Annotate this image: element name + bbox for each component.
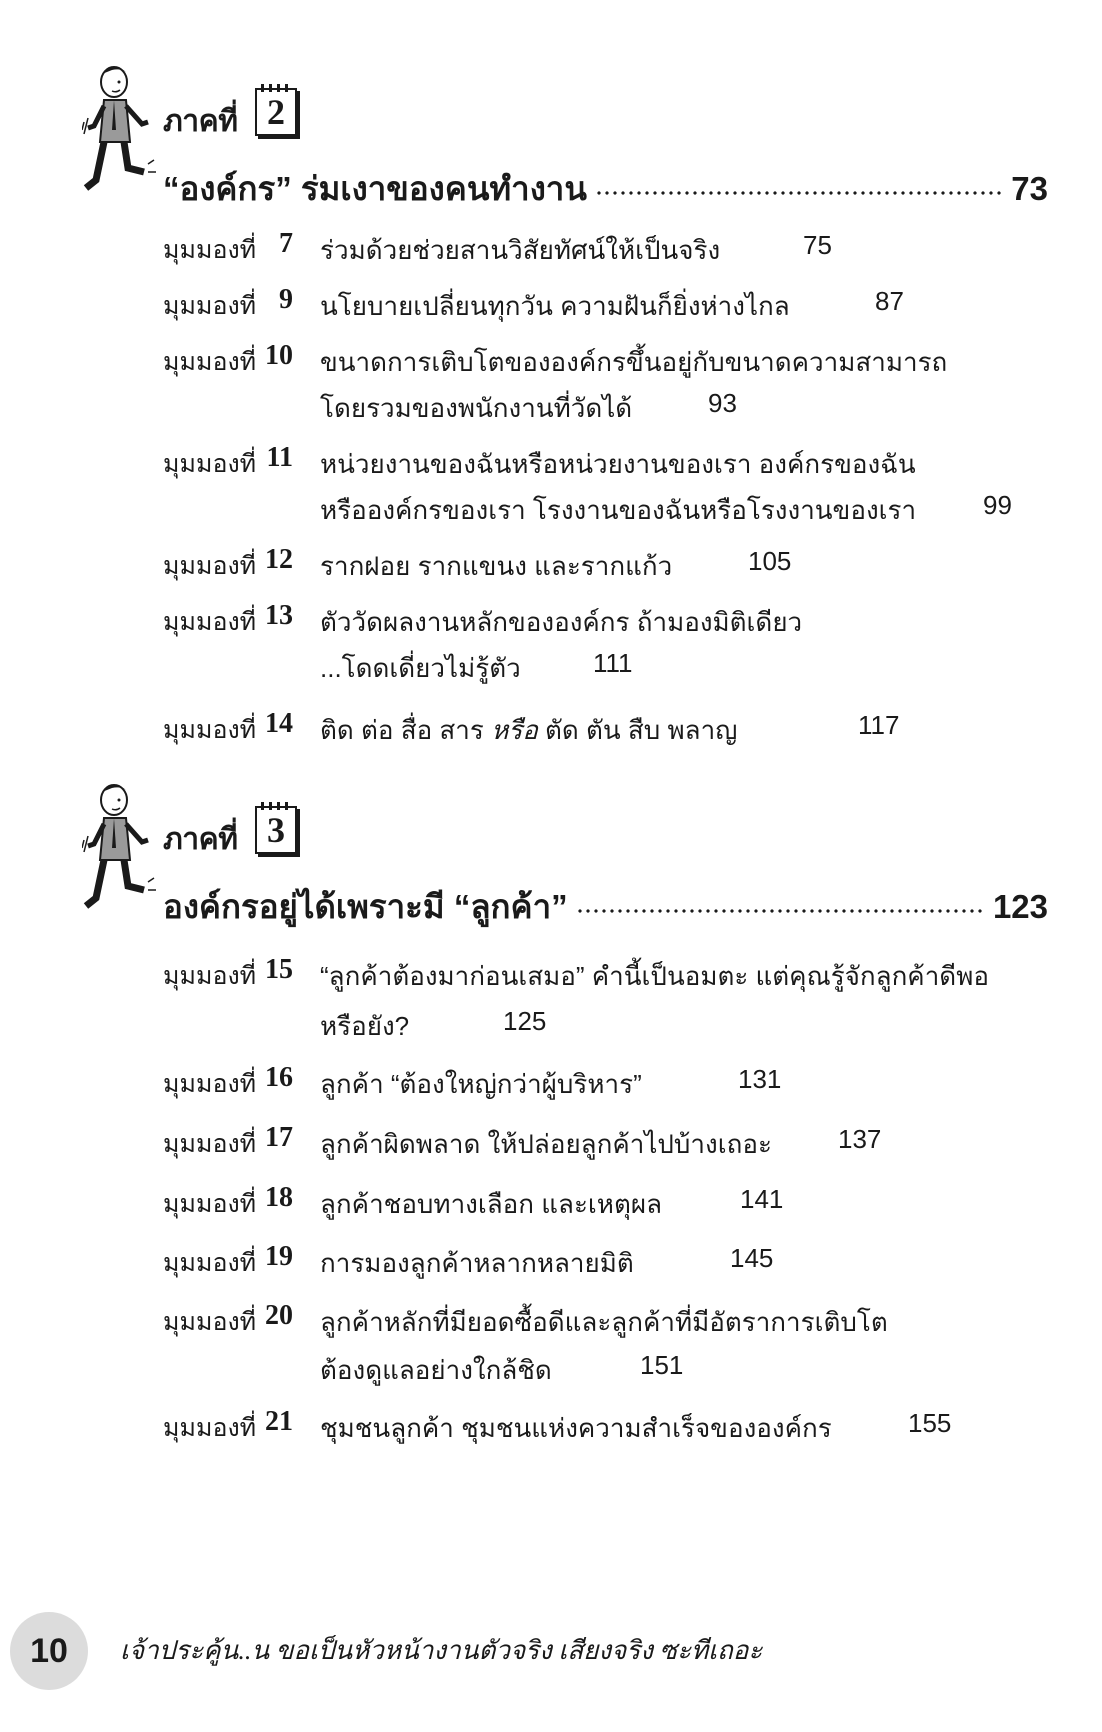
entry-title-part: ติด ต่อ สื่อ สาร — [320, 715, 484, 745]
part-3-number-box — [255, 806, 297, 854]
entry-title-line: การมองลูกค้าหลากหลายมิติ — [320, 1248, 634, 1278]
entry-title-line: “ลูกค้าต้องมาก่อนเสมอ” คำนี้เป็นอมตะ แต่คุณรู้จักลูกค้าดีพอ — [320, 961, 989, 991]
entry-label: มุมมองที่ — [163, 1249, 257, 1277]
entry-title-line: หรือองค์กรของเรา โรงงานของฉันหรือโรงงานของเรา — [320, 495, 917, 525]
entry-title-line: ลูกค้า “ต้องใหญ่กว่าผู้บริหาร” — [320, 1069, 642, 1099]
entry-label: มุมมองที่ — [163, 1190, 257, 1218]
entry-number: 11 — [266, 442, 293, 473]
part-3-label: ภาคที่ — [163, 823, 238, 856]
entry-label: มุมมองที่ — [163, 962, 257, 990]
entry-number: 20 — [265, 1300, 293, 1331]
entry-number: 9 — [279, 284, 293, 315]
entry-number: 10 — [265, 340, 293, 371]
entry-title-line: โดยรวมของพนักงานที่วัดได้ — [320, 393, 633, 423]
entry-page: 151 — [640, 1350, 684, 1380]
entry-page: 125 — [503, 1006, 547, 1036]
entry-title-italic: หรือ — [491, 715, 538, 745]
part-2-page: 73 — [1011, 170, 1048, 207]
entry-title-line: ...โดดเดี่ยวไม่รู้ตัว — [320, 653, 521, 683]
part-2-title: “องค์กร” ร่มเงาของคนทำงาน — [163, 170, 587, 207]
entry-page: 131 — [738, 1064, 782, 1094]
entry-number: 21 — [265, 1406, 293, 1437]
entry-title-line: ชุมชนลูกค้า ชุมชนแห่งความสำเร็จขององค์กร — [320, 1413, 832, 1443]
entry-label: มุมมองที่ — [163, 1308, 257, 1336]
entry-label: มุมมองที่ — [163, 608, 257, 636]
part-2-number-box — [255, 88, 297, 136]
entry-page: 155 — [908, 1408, 952, 1438]
entry-label: มุมมองที่ — [163, 552, 257, 580]
part-3-number: 3 — [267, 810, 285, 850]
entry-page: 105 — [748, 546, 792, 576]
entry-number: 19 — [265, 1241, 293, 1272]
leader-dots — [595, 190, 1003, 196]
entry-number: 16 — [265, 1062, 293, 1093]
entry-label: มุมมองที่ — [163, 1130, 257, 1158]
part-2-title-row[interactable] — [163, 162, 1048, 206]
entry-page: 87 — [875, 286, 904, 316]
entry-title-line: ลูกค้าผิดพลาด ให้ปล่อยลูกค้าไปบ้างเถอะ — [320, 1129, 772, 1159]
calendar-rings-icon — [261, 802, 291, 810]
part-2-number: 2 — [267, 92, 285, 132]
entry-page: 145 — [730, 1243, 774, 1273]
entry-label: มุมมองที่ — [163, 1070, 257, 1098]
entry-label: มุมมองที่ — [163, 1414, 257, 1442]
entry-title-line: รากฝอย รากแขนง และรากแก้ว — [320, 551, 673, 581]
businessman-illustration — [82, 778, 162, 928]
entry-page: 99 — [983, 490, 1012, 520]
entry-title-line — [320, 710, 737, 751]
entry-title-line: ต้องดูแลอย่างใกล้ชิด — [320, 1355, 552, 1385]
entry-page: 137 — [838, 1124, 882, 1154]
entry-title-line: หรือยัง? — [320, 1011, 410, 1041]
entry-number: 13 — [265, 600, 293, 631]
part-3-title-row[interactable] — [163, 880, 1048, 924]
entry-title-line: หน่วยงานของฉันหรือหน่วยงานของเรา องค์กรของฉัน — [320, 449, 916, 479]
entry-number: 18 — [265, 1182, 293, 1213]
entry-title-line: ลูกค้าชอบทางเลือก และเหตุผล — [320, 1189, 662, 1219]
entry-page: 117 — [858, 710, 900, 740]
entry-number: 15 — [265, 954, 293, 985]
entry-page: 75 — [803, 230, 832, 260]
entry-title-part: ตัด ตัน สืบ พลาญ — [545, 715, 738, 745]
running-footer-title: เจ้าประคู้น..น ขอเป็นหัวหน้างานตัวจริง เสียงจริง ซะทีเถอะ — [120, 1636, 763, 1665]
entry-label: มุมมองที่ — [163, 348, 257, 376]
part-3-page: 123 — [992, 888, 1048, 925]
entry-page: 111 — [593, 648, 633, 678]
part-3-title: องค์กรอยู่ได้เพราะมี “ลูกค้า” — [163, 888, 568, 925]
entry-title-line: ร่วมด้วยช่วยสานวิสัยทัศน์ให้เป็นจริง — [320, 235, 721, 265]
entry-number: 17 — [265, 1122, 293, 1153]
entry-label: มุมมองที่ — [163, 450, 257, 478]
entry-number: 12 — [265, 544, 293, 575]
entry-title-line: ขนาดการเติบโตขององค์กรขึ้นอยู่กับขนาดความสามารถ — [320, 347, 948, 377]
leader-dots — [576, 908, 985, 914]
entry-label: มุมมองที่ — [163, 716, 257, 744]
entry-title-line: ตัววัดผลงานหลักขององค์กร ถ้ามองมิติเดียว — [320, 607, 803, 637]
entry-label: มุมมองที่ — [163, 292, 257, 320]
entry-title-line: นโยบายเปลี่ยนทุกวัน ความฝันก็ยิ่งห่างไกล — [320, 291, 790, 321]
page-number-badge: 10 — [10, 1612, 88, 1690]
businessman-illustration — [82, 60, 162, 210]
entry-page: 93 — [708, 388, 737, 418]
entry-number: 7 — [279, 228, 293, 259]
entry-number: 14 — [265, 708, 293, 739]
entry-page: 141 — [740, 1184, 784, 1214]
part-2-label: ภาคที่ — [163, 105, 238, 138]
entry-title-line: ลูกค้าหลักที่มียอดซื้อดีและลูกค้าที่มีอัตราการเติบโต — [320, 1307, 888, 1337]
entry-label: มุมมองที่ — [163, 236, 257, 264]
calendar-rings-icon — [261, 84, 291, 92]
